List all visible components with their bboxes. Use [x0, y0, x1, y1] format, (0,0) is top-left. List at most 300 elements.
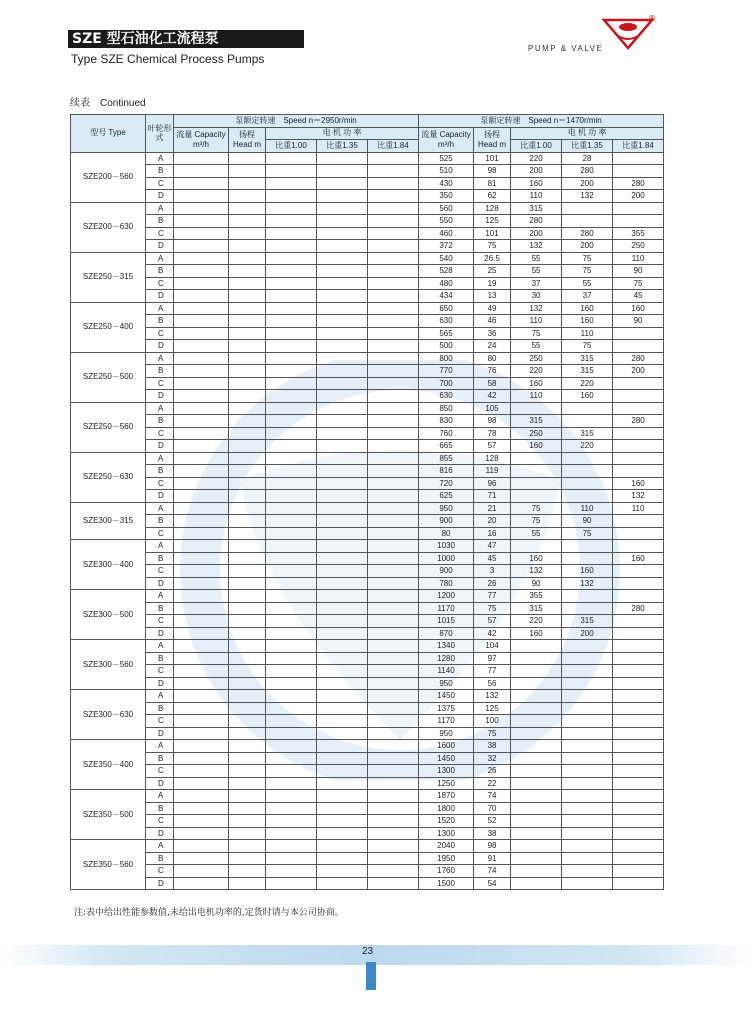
speed-2950-cell: [317, 365, 368, 378]
speed-2950-cell: [266, 215, 317, 228]
speed-2950-cell: [229, 690, 266, 703]
speed-2950-cell: [174, 265, 229, 278]
power-sg-1-84-cell: [613, 652, 664, 665]
table-row: [71, 815, 664, 828]
power-sg-1-84-cell: [613, 715, 664, 728]
impeller-cell: D: [146, 877, 174, 890]
table-row: [71, 590, 664, 603]
power-sg-1-35-cell: 315: [562, 352, 613, 365]
power-sg-1-00-cell: 160: [511, 377, 562, 390]
speed-2950-cell: [368, 877, 419, 890]
impeller-cell: A: [146, 740, 174, 753]
head-cell: 49: [474, 302, 511, 315]
head-cell: 13: [474, 290, 511, 303]
power-sg-1-35-cell: [562, 665, 613, 678]
speed-2950-cell: [368, 740, 419, 753]
speed-2950-cell: [266, 240, 317, 253]
power-sg-1-84-cell: [613, 577, 664, 590]
speed-2950-cell: [229, 415, 266, 428]
power-sg-1-35-cell: [562, 802, 613, 815]
speed-2950-cell: [317, 815, 368, 828]
impeller-cell: D: [146, 190, 174, 203]
power-sg-1-35-cell: [562, 652, 613, 665]
footer-accent: [366, 962, 376, 990]
power-sg-1-00-cell: [511, 765, 562, 778]
speed-2950-cell: [266, 490, 317, 503]
speed-2950-cell: [174, 802, 229, 815]
speed-2950-cell: [174, 590, 229, 603]
speed-2950-cell: [317, 327, 368, 340]
col-header-head: 扬程 Head m: [229, 127, 266, 152]
head-cell: 104: [474, 640, 511, 653]
capacity-cell: 560: [419, 202, 474, 215]
speed-2950-cell: [368, 215, 419, 228]
speed-2950-cell: [174, 665, 229, 678]
table-row: [71, 427, 664, 440]
speed-2950-cell: [174, 427, 229, 440]
speed-2950-cell: [174, 740, 229, 753]
power-sg-1-84-cell: 160: [613, 477, 664, 490]
table-row: [71, 690, 664, 703]
power-sg-1-35-cell: [562, 202, 613, 215]
speed-2950-cell: [368, 402, 419, 415]
power-sg-1-00-cell: 75: [511, 515, 562, 528]
speed-2950-cell: [174, 677, 229, 690]
power-sg-1-84-cell: 280: [613, 602, 664, 615]
speed-2950-cell: [266, 727, 317, 740]
impeller-cell: B: [146, 315, 174, 328]
model-type-cell: SZE300－315: [71, 502, 146, 540]
power-sg-1-35-cell: 75: [562, 340, 613, 353]
power-sg-1-00-cell: [511, 740, 562, 753]
speed-2950-cell: [229, 465, 266, 478]
speed-2950-cell: [229, 777, 266, 790]
head-cell: 56: [474, 677, 511, 690]
power-sg-1-00-cell: 280: [511, 215, 562, 228]
speed-2950-cell: [368, 265, 419, 278]
impeller-cell: A: [146, 590, 174, 603]
table-row: [71, 502, 664, 515]
power-sg-1-35-cell: [562, 215, 613, 228]
speed-2950-cell: [229, 765, 266, 778]
speed-2950-cell: [317, 477, 368, 490]
speed-2950-cell: [229, 377, 266, 390]
impeller-cell: A: [146, 790, 174, 803]
impeller-cell: C: [146, 715, 174, 728]
power-sg-1-35-cell: [562, 827, 613, 840]
power-sg-1-35-cell: [562, 540, 613, 553]
capacity-cell: 1140: [419, 665, 474, 678]
power-sg-1-35-cell: 200: [562, 177, 613, 190]
power-sg-1-00-cell: [511, 852, 562, 865]
power-sg-1-35-cell: [562, 415, 613, 428]
power-sg-1-00-cell: 160: [511, 552, 562, 565]
speed-2950-cell: [368, 602, 419, 615]
power-sg-1-00-cell: 37: [511, 277, 562, 290]
speed-2950-cell: [174, 452, 229, 465]
head-cell: 77: [474, 590, 511, 603]
head-cell: 42: [474, 390, 511, 403]
power-sg-1-35-cell: 315: [562, 615, 613, 628]
power-sg-1-84-cell: [613, 727, 664, 740]
capacity-cell: 855: [419, 452, 474, 465]
capacity-cell: 372: [419, 240, 474, 253]
table-row: [71, 752, 664, 765]
power-sg-1-35-cell: [562, 490, 613, 503]
impeller-cell: D: [146, 727, 174, 740]
power-sg-1-84-cell: 200: [613, 190, 664, 203]
col-header-sg-1-00: 比重1.00: [511, 140, 562, 153]
speed-2950-cell: [266, 502, 317, 515]
speed-2950-cell: [368, 640, 419, 653]
impeller-cell: A: [146, 452, 174, 465]
table-row: [71, 252, 664, 265]
speed-2950-cell: [229, 752, 266, 765]
power-sg-1-35-cell: 55: [562, 277, 613, 290]
power-sg-1-00-cell: 110: [511, 390, 562, 403]
speed-2950-cell: [368, 227, 419, 240]
model-type-cell: SZE250－400: [71, 302, 146, 352]
speed-2950-cell: [317, 290, 368, 303]
capacity-cell: 950: [419, 502, 474, 515]
power-sg-1-35-cell: [562, 840, 613, 853]
speed-2950-cell: [266, 452, 317, 465]
speed-2950-cell: [229, 652, 266, 665]
speed-2950-cell: [368, 815, 419, 828]
capacity-cell: 720: [419, 477, 474, 490]
speed-2950-cell: [229, 302, 266, 315]
power-sg-1-00-cell: 200: [511, 165, 562, 178]
power-sg-1-00-cell: [511, 677, 562, 690]
speed-2950-cell: [266, 702, 317, 715]
power-sg-1-00-cell: [511, 490, 562, 503]
speed-2950-cell: [266, 190, 317, 203]
speed-2950-cell: [317, 877, 368, 890]
head-cell: 100: [474, 715, 511, 728]
speed-2950-cell: [174, 302, 229, 315]
capacity-cell: 540: [419, 252, 474, 265]
speed-2950-cell: [317, 690, 368, 703]
speed-2950-cell: [317, 702, 368, 715]
speed-2950-cell: [174, 602, 229, 615]
capacity-cell: 1520: [419, 815, 474, 828]
power-sg-1-00-cell: [511, 727, 562, 740]
speed-2950-cell: [174, 827, 229, 840]
table-row: [71, 565, 664, 578]
head-cell: 101: [474, 227, 511, 240]
impeller-cell: A: [146, 152, 174, 165]
power-sg-1-35-cell: 160: [562, 565, 613, 578]
head-cell: 25: [474, 265, 511, 278]
table-row: [71, 852, 664, 865]
speed-2950-cell: [174, 515, 229, 528]
power-sg-1-35-cell: 75: [562, 527, 613, 540]
speed-2950-cell: [229, 840, 266, 853]
table-row: [71, 790, 664, 803]
power-sg-1-84-cell: 200: [613, 365, 664, 378]
speed-2950-cell: [174, 777, 229, 790]
head-cell: 21: [474, 502, 511, 515]
power-sg-1-84-cell: 132: [613, 490, 664, 503]
power-sg-1-84-cell: [613, 390, 664, 403]
capacity-cell: 950: [419, 677, 474, 690]
speed-2950-cell: [174, 852, 229, 865]
power-sg-1-00-cell: [511, 652, 562, 665]
capacity-cell: 1950: [419, 852, 474, 865]
table-row: [71, 715, 664, 728]
speed-2950-cell: [174, 652, 229, 665]
speed-2950-cell: [317, 752, 368, 765]
col-header-sg-1-35: 比重1.35: [562, 140, 613, 153]
power-sg-1-00-cell: [511, 640, 562, 653]
head-cell: 38: [474, 740, 511, 753]
speed-2950-cell: [368, 165, 419, 178]
page-number: 23: [362, 946, 374, 957]
power-sg-1-35-cell: [562, 602, 613, 615]
speed-2950-cell: [229, 665, 266, 678]
speed-2950-cell: [368, 552, 419, 565]
capacity-cell: 700: [419, 377, 474, 390]
speed-2950-cell: [317, 490, 368, 503]
table-row: [71, 627, 664, 640]
impeller-cell: D: [146, 390, 174, 403]
head-cell: 76: [474, 365, 511, 378]
speed-2950-cell: [317, 602, 368, 615]
power-sg-1-35-cell: 200: [562, 240, 613, 253]
speed-2950-cell: [317, 315, 368, 328]
power-sg-1-35-cell: 37: [562, 290, 613, 303]
power-sg-1-84-cell: [613, 777, 664, 790]
power-sg-1-84-cell: [613, 402, 664, 415]
speed-2950-cell: [229, 265, 266, 278]
speed-2950-cell: [174, 365, 229, 378]
speed-2950-cell: [368, 302, 419, 315]
col-header-capacity: 流量 Capacity m³/h: [174, 127, 229, 152]
capacity-cell: 1030: [419, 540, 474, 553]
capacity-cell: 900: [419, 565, 474, 578]
table-row: [71, 327, 664, 340]
capacity-cell: 1250: [419, 777, 474, 790]
speed-2950-cell: [317, 402, 368, 415]
speed-2950-cell: [174, 390, 229, 403]
table-row: [71, 727, 664, 740]
table-row: [71, 652, 664, 665]
table-row: [71, 802, 664, 815]
capacity-cell: 625: [419, 490, 474, 503]
speed-2950-cell: [266, 477, 317, 490]
speed-2950-cell: [368, 865, 419, 878]
speed-2950-cell: [174, 565, 229, 578]
col-header-sg-1-35: 比重1.35: [317, 140, 368, 153]
speed-2950-cell: [229, 577, 266, 590]
power-sg-1-84-cell: [613, 827, 664, 840]
head-cell: 96: [474, 477, 511, 490]
capacity-cell: 510: [419, 165, 474, 178]
col-header-impeller: 叶轮形式: [146, 115, 174, 153]
power-sg-1-35-cell: [562, 740, 613, 753]
impeller-cell: D: [146, 777, 174, 790]
speed-2950-cell: [229, 352, 266, 365]
model-type-cell: SZE350－500: [71, 790, 146, 840]
speed-2950-cell: [368, 465, 419, 478]
power-sg-1-84-cell: [613, 427, 664, 440]
speed-2950-cell: [368, 440, 419, 453]
speed-2950-cell: [174, 702, 229, 715]
speed-2950-cell: [266, 877, 317, 890]
power-sg-1-00-cell: 110: [511, 190, 562, 203]
speed-2950-cell: [317, 277, 368, 290]
head-cell: 75: [474, 240, 511, 253]
speed-2950-cell: [174, 552, 229, 565]
power-sg-1-00-cell: [511, 452, 562, 465]
speed-2950-cell: [266, 715, 317, 728]
capacity-cell: 480: [419, 277, 474, 290]
speed-2950-cell: [229, 640, 266, 653]
table-row: [71, 702, 664, 715]
speed-2950-cell: [266, 690, 317, 703]
speed-2950-cell: [174, 527, 229, 540]
speed-2950-cell: [266, 152, 317, 165]
head-cell: 70: [474, 802, 511, 815]
capacity-cell: 1170: [419, 715, 474, 728]
speed-2950-cell: [174, 540, 229, 553]
power-sg-1-00-cell: 90: [511, 577, 562, 590]
power-sg-1-35-cell: [562, 752, 613, 765]
col-header-capacity: 流量 Capacity m³/h: [419, 127, 474, 152]
capacity-cell: 1000: [419, 552, 474, 565]
power-sg-1-35-cell: [562, 590, 613, 603]
power-sg-1-35-cell: [562, 677, 613, 690]
col-header-power: 电 机 功 率: [511, 127, 664, 140]
power-sg-1-84-cell: 45: [613, 290, 664, 303]
capacity-cell: 1600: [419, 740, 474, 753]
power-sg-1-00-cell: 315: [511, 415, 562, 428]
capacity-cell: 525: [419, 152, 474, 165]
impeller-cell: B: [146, 802, 174, 815]
speed-2950-cell: [368, 427, 419, 440]
table-row: [71, 202, 664, 215]
speed-2950-cell: [229, 877, 266, 890]
impeller-cell: D: [146, 577, 174, 590]
power-sg-1-00-cell: [511, 477, 562, 490]
speed-2950-cell: [368, 240, 419, 253]
head-cell: 42: [474, 627, 511, 640]
head-cell: 74: [474, 865, 511, 878]
capacity-cell: 650: [419, 302, 474, 315]
speed-2950-cell: [317, 265, 368, 278]
speed-2950-cell: [368, 190, 419, 203]
speed-2950-cell: [317, 190, 368, 203]
speed-2950-cell: [266, 752, 317, 765]
power-sg-1-84-cell: 355: [613, 227, 664, 240]
speed-2950-cell: [229, 327, 266, 340]
capacity-cell: 1870: [419, 790, 474, 803]
table-row: [71, 865, 664, 878]
table-row: [71, 665, 664, 678]
impeller-cell: B: [146, 415, 174, 428]
table-row: [71, 402, 664, 415]
speed-2950-cell: [229, 490, 266, 503]
impeller-cell: C: [146, 765, 174, 778]
head-cell: 32: [474, 752, 511, 765]
power-sg-1-35-cell: [562, 777, 613, 790]
speed-2950-cell: [174, 340, 229, 353]
speed-2950-cell: [266, 165, 317, 178]
col-header-type: 型号 Type: [71, 115, 146, 153]
head-cell: 45: [474, 552, 511, 565]
capacity-cell: 1170: [419, 602, 474, 615]
speed-2950-cell: [266, 277, 317, 290]
speed-2950-cell: [229, 527, 266, 540]
head-cell: 26.5: [474, 252, 511, 265]
speed-2950-cell: [266, 540, 317, 553]
speed-2950-cell: [368, 252, 419, 265]
speed-2950-cell: [317, 727, 368, 740]
speed-2950-cell: [229, 452, 266, 465]
speed-2950-cell: [266, 515, 317, 528]
power-sg-1-35-cell: 160: [562, 390, 613, 403]
table-row: [71, 390, 664, 403]
power-sg-1-35-cell: 200: [562, 627, 613, 640]
head-cell: 91: [474, 852, 511, 865]
power-sg-1-84-cell: [613, 665, 664, 678]
speed-2950-cell: [174, 502, 229, 515]
speed-2950-cell: [174, 840, 229, 853]
table-row: [71, 840, 664, 853]
speed-2950-cell: [174, 865, 229, 878]
speed-2950-cell: [317, 440, 368, 453]
power-sg-1-84-cell: [613, 340, 664, 353]
table-row: [71, 190, 664, 203]
speed-2950-cell: [317, 390, 368, 403]
footnote: 注:表中给出性能参数值,未给出电机功率的,定货时请与本公司协商。: [74, 908, 344, 918]
speed-2950-cell: [317, 502, 368, 515]
power-sg-1-00-cell: 160: [511, 440, 562, 453]
speed-2950-cell: [229, 540, 266, 553]
capacity-cell: 1500: [419, 877, 474, 890]
speed-2950-cell: [266, 627, 317, 640]
impeller-cell: D: [146, 290, 174, 303]
table-row: [71, 515, 664, 528]
speed-2950-cell: [368, 590, 419, 603]
continued-label: 续表 Continued: [70, 98, 146, 109]
capacity-cell: 630: [419, 390, 474, 403]
speed-2950-cell: [317, 590, 368, 603]
impeller-cell: A: [146, 690, 174, 703]
table-row: [71, 377, 664, 390]
power-sg-1-35-cell: 75: [562, 265, 613, 278]
capacity-cell: 500: [419, 340, 474, 353]
power-sg-1-35-cell: [562, 640, 613, 653]
head-cell: 22: [474, 777, 511, 790]
power-sg-1-84-cell: [613, 865, 664, 878]
power-sg-1-84-cell: [613, 527, 664, 540]
page-title-cn: SZE 型石油化工流程泵: [72, 31, 219, 47]
power-sg-1-00-cell: 250: [511, 352, 562, 365]
power-sg-1-35-cell: [562, 865, 613, 878]
power-sg-1-84-cell: [613, 327, 664, 340]
speed-2950-cell: [317, 640, 368, 653]
table-row: [71, 440, 664, 453]
speed-2950-cell: [266, 765, 317, 778]
speed-2950-cell: [368, 502, 419, 515]
speed-2950-cell: [174, 615, 229, 628]
capacity-cell: 1340: [419, 640, 474, 653]
speed-2950-cell: [174, 415, 229, 428]
table-row: [71, 540, 664, 553]
power-sg-1-84-cell: 280: [613, 415, 664, 428]
speed-2950-cell: [266, 665, 317, 678]
